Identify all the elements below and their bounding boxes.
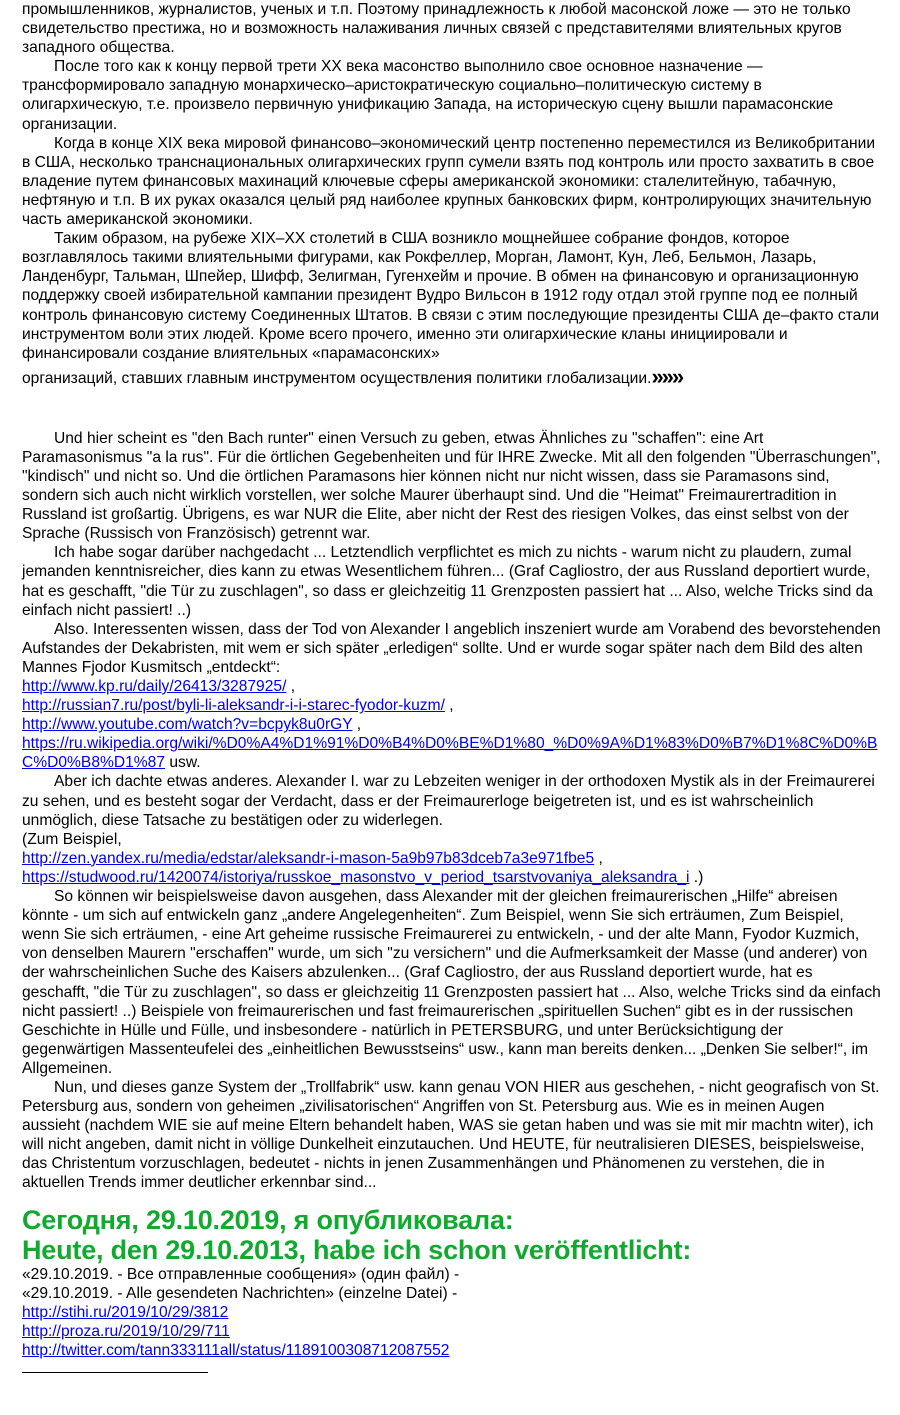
link-line-2 (22, 696, 882, 715)
ru-paragraph-4: Таким образом, на рубеже XIX–XX столетий в США возникло мощнейшее собрание фондов, которое возглавлялось такими влиятельными фигурами, как Рокфеллер, Морган, Ламонт, Кун, Леб, Бельмон, Лазарь, Ланденбург, Тальман, Шпейер, Шифф, Зелигман, Гугенхейм и прочие. В обмен на финансовую и организационную поддержку своей избирательной кампании президент Вудро Вильсон в 1912 году отдал этой группе под ее полный контроль финансовую систему Соединенных Штатов. В связи с этим последующие президенты США де–факто стали инструментом воли этих людей. Кроме всего прочего, именно эти олигархические кланы инициировали и финансировали создание влиятельных «парамасонских» (22, 230, 880, 362)
link-tail: .) (689, 868, 704, 886)
ru-paragraph-4-end-text: организаций, ставших главным инструментом осуществления политики глобализации. (22, 369, 652, 387)
link-stihi[interactable]: http://stihi.ru/2019/10/29/3812 (22, 1303, 229, 1321)
spacer (22, 393, 882, 429)
link-zen-yandex[interactable]: http://zen.yandex.ru/media/edstar/aleksandr-i-mason-5a9b97b83dceb7a3e971fbe5 (22, 849, 595, 867)
link-line-stihi (22, 1303, 882, 1322)
link-tail: , (594, 849, 603, 867)
ru-paragraph-4-end (22, 363, 882, 393)
de-paragraph-4: Aber ich dachte etwas anderes. Alexander I. war zu Lebzeiten weniger in der orthodoxen Mystik als in der Freimaurerei zu sehen, und es besteht sogar der Verdacht, dass er der Freimaurerloge beigetreten ist, und es ist wahrscheinlich unmöglich, diese Tatsache zu bestätigen oder zu widerlegen. (22, 773, 875, 829)
link-youtube[interactable]: http://www.youtube.com/watch?v=bcpyk8u0rGY (22, 716, 353, 734)
publication-line-de: «29.10.2019. - Alle gesendeten Nachrichten» (einzelne Datei) - (22, 1284, 458, 1302)
link-tail: , (286, 678, 296, 695)
link-line-1 (22, 677, 882, 696)
quote-mark: »»» (651, 363, 683, 389)
footer-divider (22, 1372, 208, 1373)
link-line-4 (22, 734, 882, 772)
link-russian7[interactable]: http://russian7.ru/post/byli-li-aleksandr-i-i-starec-fyodor-kuzm/ (22, 697, 445, 715)
spacer (22, 1193, 882, 1205)
de-paragraph-2: Ich habe sogar darüber nachgedacht ... Letztendlich verpflichtet es mich zu nichts - warum nicht zu plaudern, zumal jemanden kenntnisreicher, dies kann zu etwas Wesentlichem führen... (Graf Cagliostro, der aus Russland deportiert wurde, hat es geschafft, "die Tür zu zuschlagen", so dass er gleichzeitig 11 Grenzposten passiert hat ... Also, welche Tricks sind da einfach nicht passiert! ..) (22, 544, 873, 619)
de-paragraph-1: Und hier scheint es "den Bach runter" einen Versuch zu geben, etwas Ähnliches zu "schaffen": eine Art Paramasonismus "a la rus". Für die örtlichen Gegebenheiten und für IHRE Zwecke. Mit all den folgenden "Überraschungen", "kindisch" und nicht so. Und die örtlichen Paramasons hier können nicht nur nicht wissen, dass sie Paramasons sind, sondern sich auch nicht wirklich vorstellen, wer solche Maurer überhaupt sind. Und die "Heimat" Freimaurertradition in Russland ist großartig. Übrigens, es war NUR die Elite, aber nicht der Rest des riesigen Volkes, das einst selbst von der Sprache (Russisch von Französisch) getrennt war. (22, 429, 881, 543)
ru-paragraph-3: Когда в конце XIX века мировой финансово–экономический центр постепенно переместился из Великобритании в США, несколько транснациональных олигархических групп сумели взять под контроль или просто захватить в свое владение путем финансовых махинаций ключевые сферы американской экономики: сталелитейную, табачную, нефтяную и т.п. В их руках оказался целый ряд наиболее крупных банковских фирм, контролирующих значительную часть американской экономики. (22, 134, 876, 229)
ru-paragraph-1: промышленников, журналистов, ученых и т.п. Поэтому принадлежность к любой масонской ложе — это не только свидетельство престижа, но и возможность налаживания личных связей с представителями влиятельных кругов западного общества. (22, 1, 851, 57)
link-proza[interactable]: http://proza.ru/2019/10/29/711 (22, 1322, 230, 1340)
link-tail: usw. (165, 754, 201, 772)
link-tail: , (352, 716, 362, 734)
link-line-5 (22, 849, 882, 868)
link-studwood[interactable]: https://studwood.ru/1420074/istoriya/russkoe_masonstvo_v_period_tsarstvovaniya_aleksandra_i (22, 868, 690, 886)
link-wikipedia[interactable]: https://ru.wikipedia.org/wiki/%D0%A4%D1%91%D0%B4%D0%BE%D1%80_%D0%9A%D1%83%D0%B7%D1%8C%D0%BC%D0%B8%D1%87 (22, 735, 878, 772)
de-paragraph-3: Also. Interessenten wissen, dass der Tod von Alexander I angeblich inszeniert wurde am Vorabend des bevorstehenden Aufstandes der Dekabristen, mit wem er sich später „erledigen“ sollte. Und er wurde sogar später nach dem Bild des alten Mannes Fjodor Kusmitsch „entdeckt“: (22, 620, 881, 676)
publication-line-ru: «29.10.2019. - Все отправленные сообщения» (один файл) - (22, 1265, 460, 1283)
de-paragraph-6: Nun, und dieses ganze System der „Trollfabrik“ usw. kann genau VON HIER aus geschehen, - nicht geografisch von St. Petersburg aus, sondern von geheimen „zivilisatorischen“ Angriffen von St. Petersburg aus. Wie es in meinen Augen aussieht (nachdem WIE sie auf meine Eltern behandelt haben, WAS sie getan haben und was sie mit mir machtn witer), ich will nicht angeben, damit nicht in völlige Dunkelheit einzutauchen. Und HEUTE, für neutralisieren DIESES, beispielsweise, das Christentum vorzuschlagen, bedeutet - nichts in jenen Zusammenhängen und Phänomenen zu verstehen, die in aktuellen Trends immer deutlicher erkennbar sind... (22, 1078, 880, 1192)
link-line-twitter (22, 1341, 882, 1360)
link-twitter[interactable]: http://twitter.com/tann333111all/status/1189100308712087552 (22, 1341, 450, 1359)
example-label: (Zum Beispiel, (22, 830, 122, 848)
link-tail: , (444, 697, 454, 715)
link-kp[interactable]: http://www.kp.ru/daily/26413/3287925/ (22, 678, 287, 695)
link-line-3 (22, 715, 882, 734)
link-line-6 (22, 868, 882, 887)
heading-ru: Сегодня, 29.10.2019, я опубликовала: (22, 1204, 514, 1235)
heading-de: Heute, den 29.10.2013, habe ich schon veröffentlicht: (22, 1234, 692, 1265)
ru-paragraph-2: После того как к концу первой трети XX века масонство выполнило свое основное назначение — трансформировало западную монархическо–аристократическую социально–политическую систему в олигархическую, т.е. произвело первичную унификацию Запада, на историческую сцену вышли парамасонские организации. (22, 58, 834, 133)
link-line-proza (22, 1322, 882, 1341)
de-paragraph-5: So können wir beispielsweise davon ausgehen, dass Alexander mit der gleichen freimaurerischen „Hilfe“ abreisen könnte - um sich auf entwickeln ganz „andere Angelegenheiten“. Zum Beispiel, wenn Sie sich erträumen, Zum Beispiel, wenn Sie sich erträumen, - eine Art geheime russische Freimaurerei zu entwickeln, - und der alte Mann, Fyodor Kuzmich, von denselben Maurern "erschaffen" wurde, um sich "zu versichern" und die Aufmerksamkeit der Masse (und anderer) von der wahrscheinlichen Suche des Kaisers abzulenken... (Graf Cagliostro, der aus Russland deportiert wurde, hat es geschafft, "die Tür zu zuschlagen", so dass er gleichzeitig 11 Grenzposten passiert hat ... Also, welche Tricks sind da einfach nicht passiert! ..) Beispiele von freimaurerischen und fast freimaurerischen „spirituellen Suchen“ gibt es in der russischen Geschichte in Hülle und Fülle, und insbesondere - natürlich in PETERSBURG, und unter Berücksichtigung der gegenwärtigen Massenteufelei des „einheitlichen Bewusstseins“ usw., kann man bereits denken... „Denken Sie selber!“, im Allgemeinen. (22, 888, 881, 1077)
